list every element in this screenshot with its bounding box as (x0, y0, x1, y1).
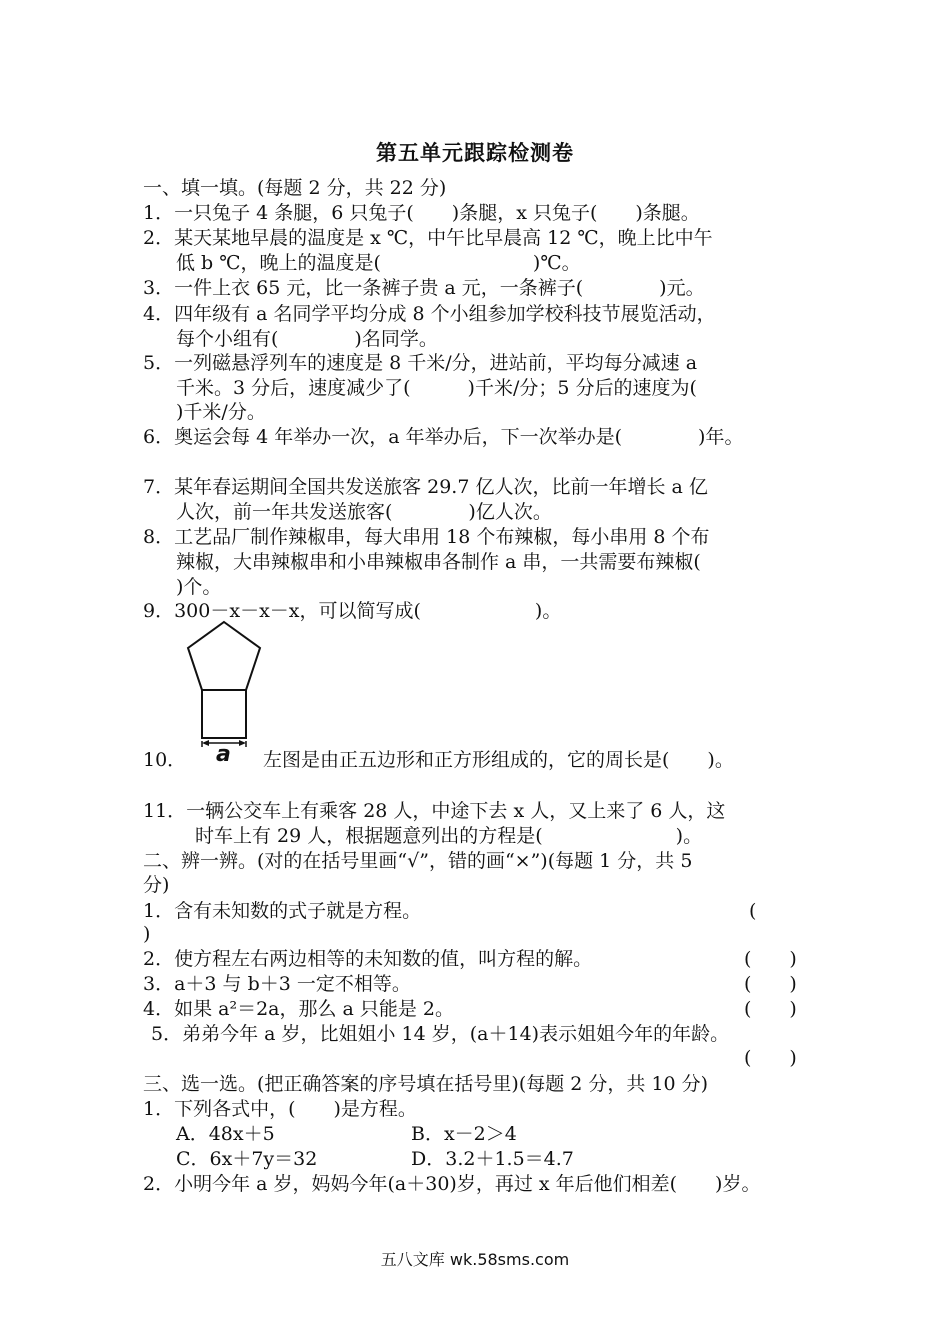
question-1-8-cont: 辣椒，大串辣椒串和小串辣椒串各制作 a 串，一共需要布辣椒( (176, 551, 701, 573)
question-1-5-cont: 千米。3 分后，速度减少了( )千米/分；5 分后的速度为( (176, 377, 697, 399)
option-b: B．x－2＞4 (411, 1123, 517, 1145)
section-heading-fill: 一、填一填。(每题 2 分，共 22 分) (143, 177, 447, 199)
question-2-5: 5．弟弟今年 a 岁，比姐姐小 14 岁，(a＋14)表示姐姐今年的年龄。 (151, 1023, 730, 1045)
question-1-4: 4．四年级有 a 名同学平均分成 8 个小组参加学校科技节展览活动， (143, 303, 716, 325)
question-1-10-number: 10． (143, 749, 187, 771)
question-1-8: 8．工艺品厂制作辣椒串，每大串用 18 个布辣椒，每小串用 8 个布 (143, 526, 710, 548)
option-a: A．48x＋5 (176, 1123, 275, 1145)
question-1-5-cont2: )千米/分。 (176, 401, 266, 423)
question-1-5: 5．一列磁悬浮列车的速度是 8 千米/分，进站前，平均每分减速 a (143, 352, 698, 374)
option-c: C．6x＋7y＝32 (176, 1148, 318, 1170)
answer-bracket-close: ) (143, 923, 151, 945)
figure-side-label: a (216, 742, 231, 767)
option-d: D．3.2＋1.5＝4.7 (411, 1148, 574, 1170)
question-2-3: 3．a＋3 与 b＋3 一定不相等。 (143, 973, 411, 995)
answer-bracket: ( ) (744, 1047, 797, 1069)
question-1-1: 1．一只兔子 4 条腿，6 只兔子( )条腿，x 只兔子( )条腿。 (143, 202, 700, 224)
question-3-2: 2．小明今年 a 岁，妈妈今年(a＋30)岁，再过 x 年后他们相差( )岁。 (143, 1173, 761, 1195)
question-1-6: 6．奥运会每 4 年举办一次，a 年举办后，下一次举办是( )年。 (143, 426, 744, 448)
question-2-4: 4．如果 a²＝2a，那么 a 只能是 2。 (143, 998, 455, 1020)
answer-bracket: ( ) (744, 973, 797, 995)
question-3-1: 1．下列各式中，( )是方程。 (143, 1098, 417, 1120)
answer-bracket-open: ( (749, 900, 757, 922)
question-1-3: 3．一件上衣 65 元，比一条裤子贵 a 元，一条裤子( )元。 (143, 277, 705, 299)
question-1-11-cont: 时车上有 29 人，根据题意列出的方程是( )。 (195, 825, 703, 847)
question-1-2: 2．某天某地早晨的温度是 x ℃，中午比早晨高 12 ℃，晚上比中午 (143, 227, 713, 249)
question-1-2-cont: 低 b ℃，晚上的温度是( )℃。 (176, 252, 581, 274)
question-1-7: 7．某年春运期间全国共发送旅客 29.7 亿人次，比前一年增长 a 亿 (143, 476, 708, 498)
question-2-1: 1．含有未知数的式子就是方程。 (143, 900, 422, 922)
section-heading-judge-cont: 分) (143, 874, 170, 896)
question-1-10: 左图是由正五边形和正方形组成的，它的周长是( )。 (263, 749, 734, 771)
page-title: 第五单元跟踪检测卷 (376, 140, 574, 165)
answer-bracket: ( ) (744, 948, 797, 970)
question-1-4-cont: 每个小组有( )名同学。 (176, 328, 438, 350)
footer-watermark: 五八文库 wk.58sms.com (380, 1250, 570, 1269)
section-heading-judge: 二、辨一辨。(对的在括号里画“√”，错的画“×”)(每题 1 分，共 5 (143, 850, 693, 872)
question-1-7-cont: 人次，前一年共发送旅客( )亿人次。 (176, 501, 552, 523)
question-1-11: 11．一辆公交车上有乘客 28 人，中途下去 x 人，又上来了 6 人，这 (143, 800, 726, 822)
question-1-9: 9．300－x－x－x，可以简写成( )。 (143, 600, 562, 622)
question-1-8-cont2: )个。 (176, 576, 222, 598)
section-heading-choose: 三、选一选。(把正确答案的序号填在括号里)(每题 2 分，共 10 分) (143, 1073, 709, 1095)
question-2-2: 2．使方程左右两边相等的未知数的值，叫方程的解。 (143, 948, 593, 970)
answer-bracket: ( ) (744, 998, 797, 1020)
